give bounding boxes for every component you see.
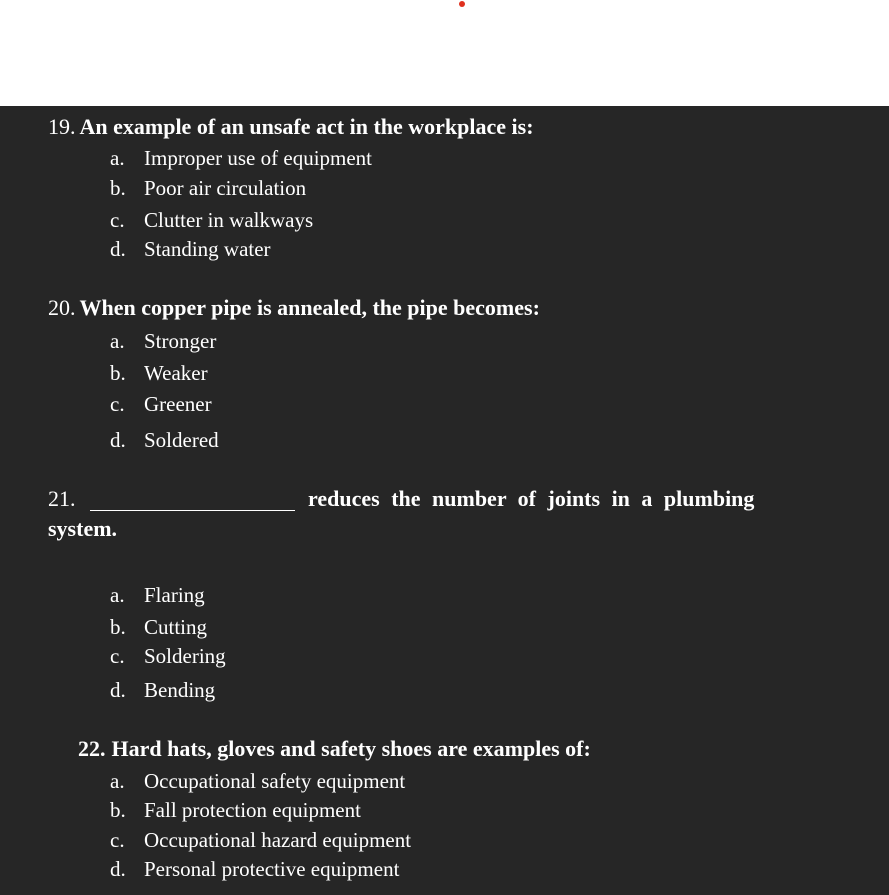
option-text: Improper use of equipment xyxy=(144,146,373,170)
option-letter: b. xyxy=(110,361,126,385)
option-21-b xyxy=(110,614,207,640)
option-text: Flaring xyxy=(144,583,205,607)
option-text: Fall protection equipment xyxy=(144,798,361,822)
cursor-dot-icon xyxy=(459,1,465,7)
question-21-text: reduces the number of joints in a plumbing xyxy=(308,486,755,511)
question-21-continued: system. xyxy=(48,516,118,541)
option-19-b xyxy=(110,175,306,201)
option-letter: d. xyxy=(110,237,126,261)
fill-in-blank xyxy=(90,510,295,511)
option-text: Occupational safety equipment xyxy=(144,769,406,793)
option-letter: a. xyxy=(110,583,125,607)
option-text: Cutting xyxy=(144,615,208,639)
option-text: Standing water xyxy=(144,237,271,261)
option-text: Personal protective equipment xyxy=(144,857,400,881)
option-21-c xyxy=(110,643,226,669)
question-20 xyxy=(48,295,540,321)
option-text: Poor air circulation xyxy=(144,176,307,200)
question-22 xyxy=(78,736,591,762)
option-text: Greener xyxy=(144,392,212,416)
option-letter: d. xyxy=(110,428,126,452)
option-22-b xyxy=(110,797,361,823)
option-text: Occupational hazard equipment xyxy=(144,828,412,852)
option-text: Weaker xyxy=(144,361,208,385)
option-20-a xyxy=(110,328,216,354)
option-19-a xyxy=(110,145,372,171)
question-text: An example of an unsafe act in the workplace is: xyxy=(79,114,534,139)
option-21-a xyxy=(110,582,205,608)
option-text: Clutter in walkways xyxy=(144,208,314,232)
option-letter: c. xyxy=(110,644,125,668)
option-letter: c. xyxy=(110,392,125,416)
option-20-d xyxy=(110,427,219,453)
option-text: Soldering xyxy=(144,644,226,668)
option-20-b xyxy=(110,360,208,386)
option-letter: a. xyxy=(110,329,125,353)
option-22-d xyxy=(110,856,399,882)
option-22-a xyxy=(110,768,405,794)
question-number: 20. xyxy=(48,295,76,320)
question-number-21: 21. xyxy=(48,486,76,511)
question-number: 19. xyxy=(48,114,76,139)
question-text: Hard hats, gloves and safety shoes are examples of: xyxy=(111,736,591,761)
option-letter: b. xyxy=(110,798,126,822)
option-letter: d. xyxy=(110,678,126,702)
option-letter: c. xyxy=(110,208,125,232)
option-19-d xyxy=(110,236,271,262)
option-22-c xyxy=(110,827,411,853)
question-19 xyxy=(48,114,534,140)
option-text: Stronger xyxy=(144,329,217,353)
option-letter: a. xyxy=(110,769,125,793)
option-letter: b. xyxy=(110,176,126,200)
option-text: Soldered xyxy=(144,428,219,452)
option-letter: c. xyxy=(110,828,125,852)
option-letter: a. xyxy=(110,146,125,170)
option-21-d xyxy=(110,677,215,703)
option-letter: d. xyxy=(110,857,126,881)
question-text: When copper pipe is annealed, the pipe becomes: xyxy=(79,295,540,320)
option-text: Bending xyxy=(144,678,216,702)
question-number: 22. xyxy=(78,736,106,761)
option-19-c xyxy=(110,207,313,233)
top-blank-area xyxy=(0,0,889,106)
option-20-c xyxy=(110,391,212,417)
option-letter: b. xyxy=(110,615,126,639)
